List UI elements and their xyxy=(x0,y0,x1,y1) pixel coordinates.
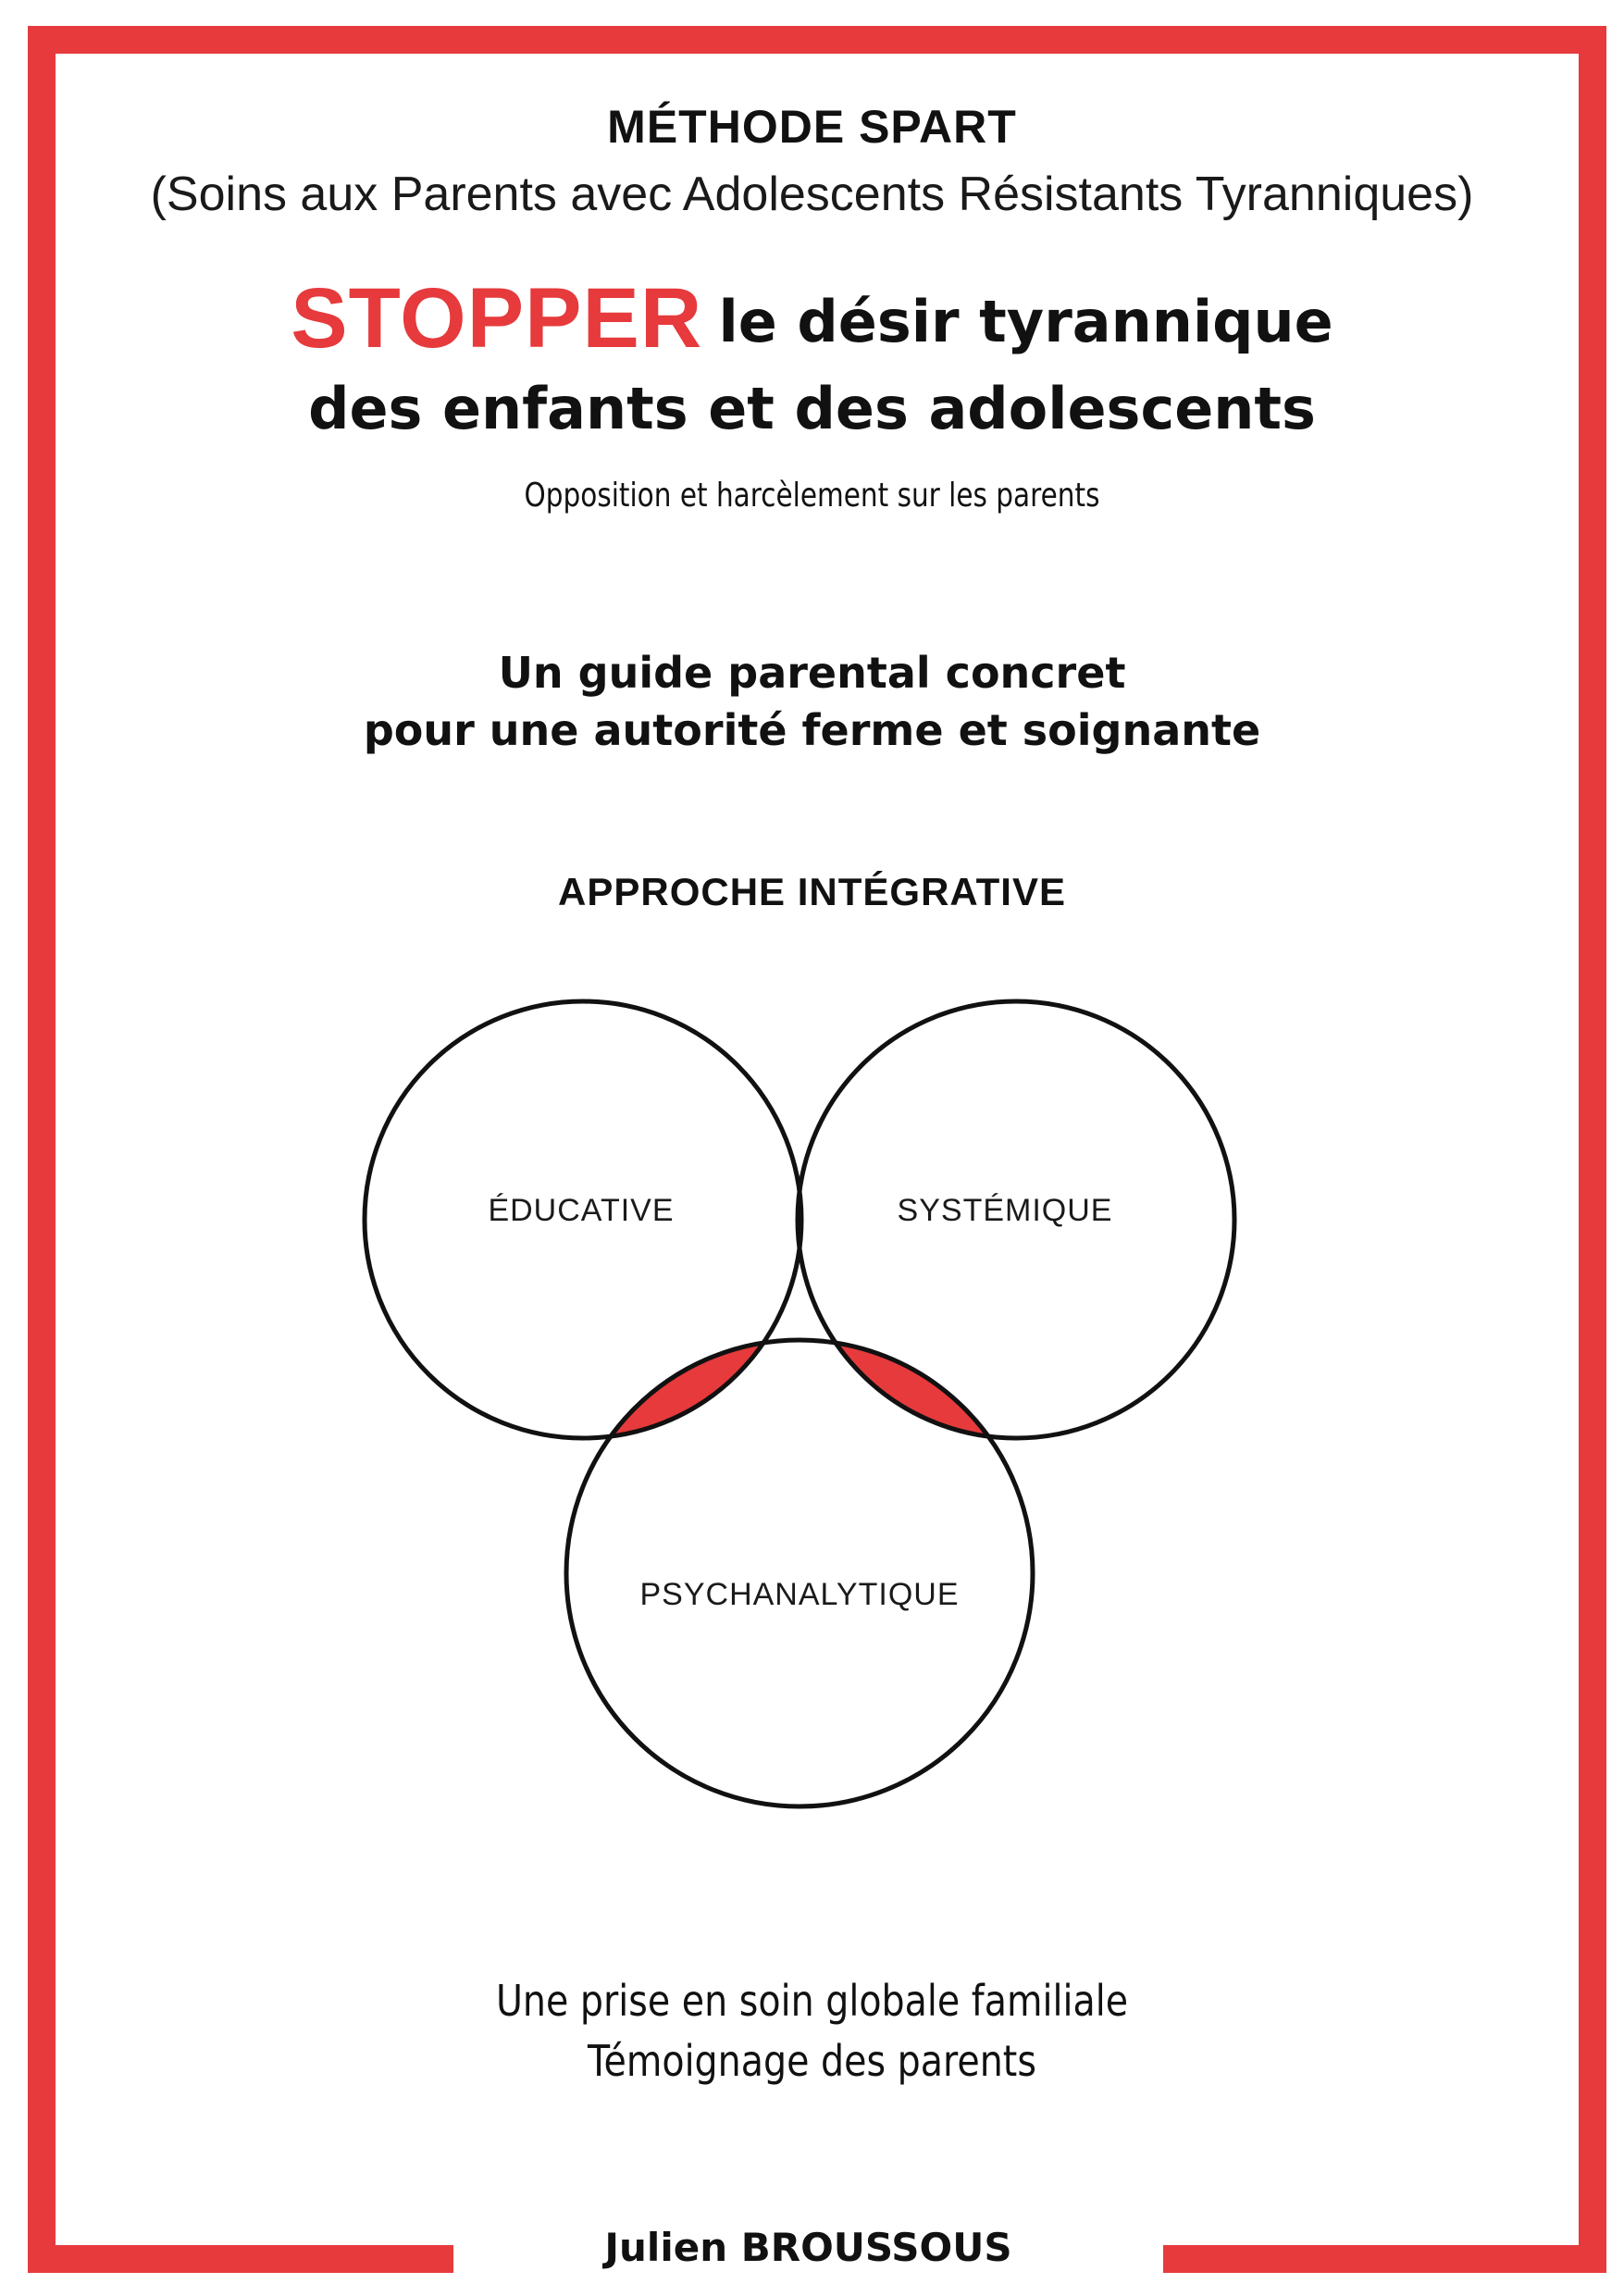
subtitle: Opposition et harcèlement sur les parents xyxy=(524,477,1100,515)
series-title: MÉTHODE SPART xyxy=(607,101,1017,153)
guide-line-1: Un guide parental concret xyxy=(498,648,1126,698)
footer-line-2: Témoignage des parents xyxy=(588,2036,1036,2086)
guide-line-2: pour une autorité ferme et soignante xyxy=(363,705,1261,755)
headline-emphasis: STOPPER xyxy=(291,271,703,366)
approach-title: APPROCHE INTÉGRATIVE xyxy=(558,870,1066,913)
footer-line-1: Une prise en soin globale familiale xyxy=(495,1976,1129,2026)
venn-label-educative: ÉDUCATIVE xyxy=(488,1193,675,1228)
headline-line-1-rest: le désir tyrannique xyxy=(718,288,1333,355)
author-name: Julien BROUSSOUS xyxy=(453,2225,1163,2270)
venn-label-psychanalytique: PSYCHANALYTIQUE xyxy=(639,1577,960,1612)
headline-line-2: des enfants et des adolescents xyxy=(308,375,1316,442)
series-subtitle: (Soins aux Parents avec Adolescents Résistants Tyranniques) xyxy=(150,168,1474,221)
venn-label-systemique: SYSTÉMIQUE xyxy=(897,1193,1113,1228)
